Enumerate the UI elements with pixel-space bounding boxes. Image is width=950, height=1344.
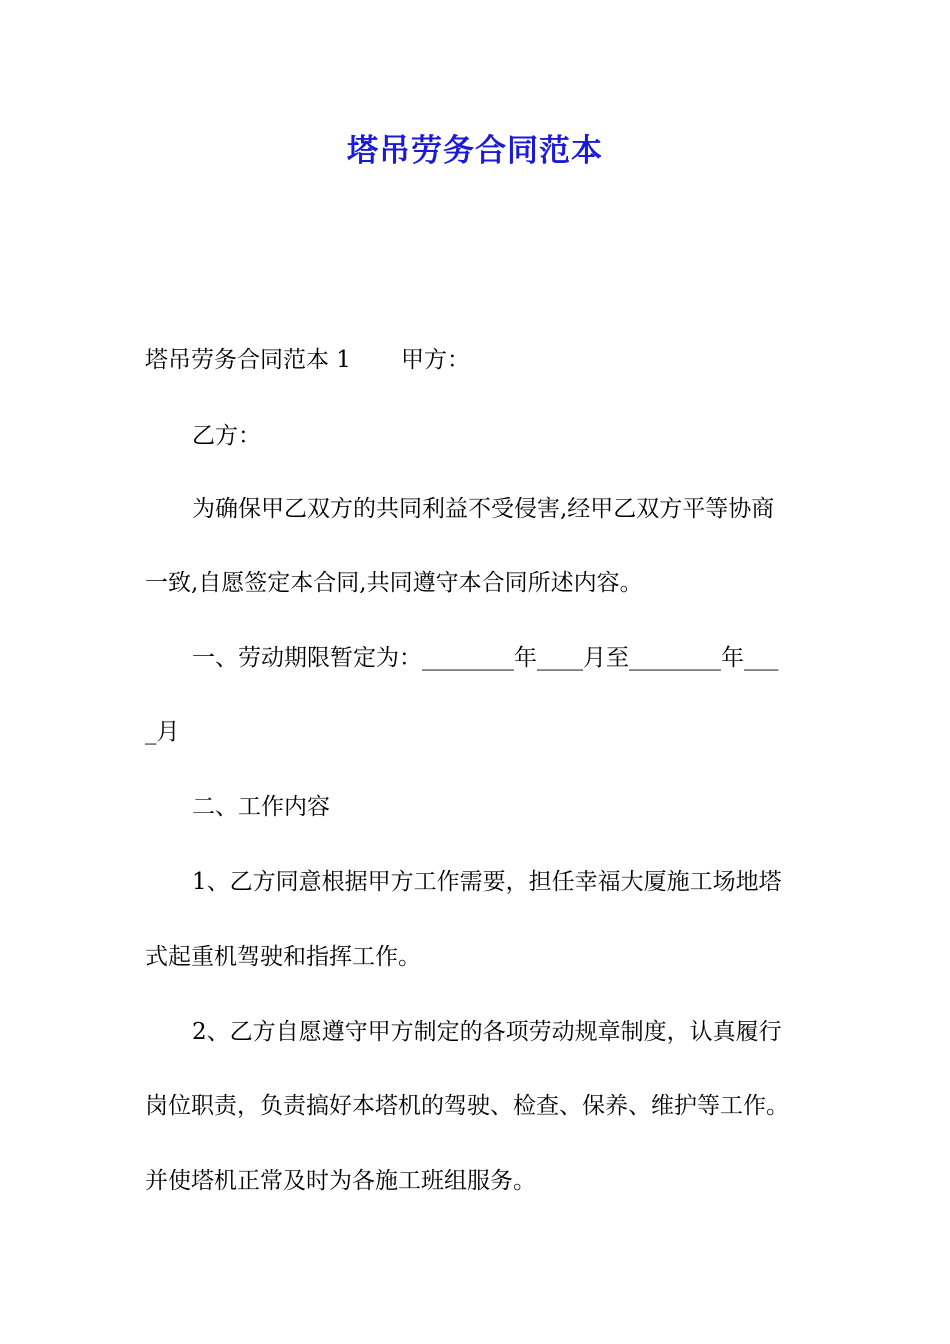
contract-heading: 塔吊劳务合同范本 1 [145,347,351,373]
clause-1-line-2: _月 [145,719,180,745]
document-title: 塔吊劳务合同范本 [347,133,603,169]
party-b-label: 乙方： [192,423,261,449]
preamble-line-1: 为确保甲乙双方的共同利益不受侵害,经甲乙双方平等协商 [192,496,775,522]
preamble-line-2: 一致,自愿签定本合同,共同遵守本合同所述内容。 [145,570,643,596]
clause-2-item-2-line-2: 岗位职责，负责搞好本塔机的驾驶、检查、保养、维护等工作。 [145,1093,789,1119]
clause-2-item-1-line-2: 式起重机驾驶和指挥工作。 [145,944,421,970]
header-line [145,340,470,380]
party-a-label: 甲方： [400,347,470,373]
clause-2-item-1-line-1: 1、乙方同意根据甲方工作需要，担任幸福大厦施工场地塔 [192,869,782,895]
clause-2-heading: 二、工作内容 [192,794,330,820]
clause-2-item-2-line-3: 并使塔机正常及时为各施工班组服务。 [145,1168,536,1194]
clause-2-item-2-line-1: 2、乙方自愿遵守甲方制定的各项劳动规章制度，认真履行 [192,1019,782,1045]
clause-1-line-1: 一、劳动期限暂定为：________年____月至________年___ [192,645,779,671]
